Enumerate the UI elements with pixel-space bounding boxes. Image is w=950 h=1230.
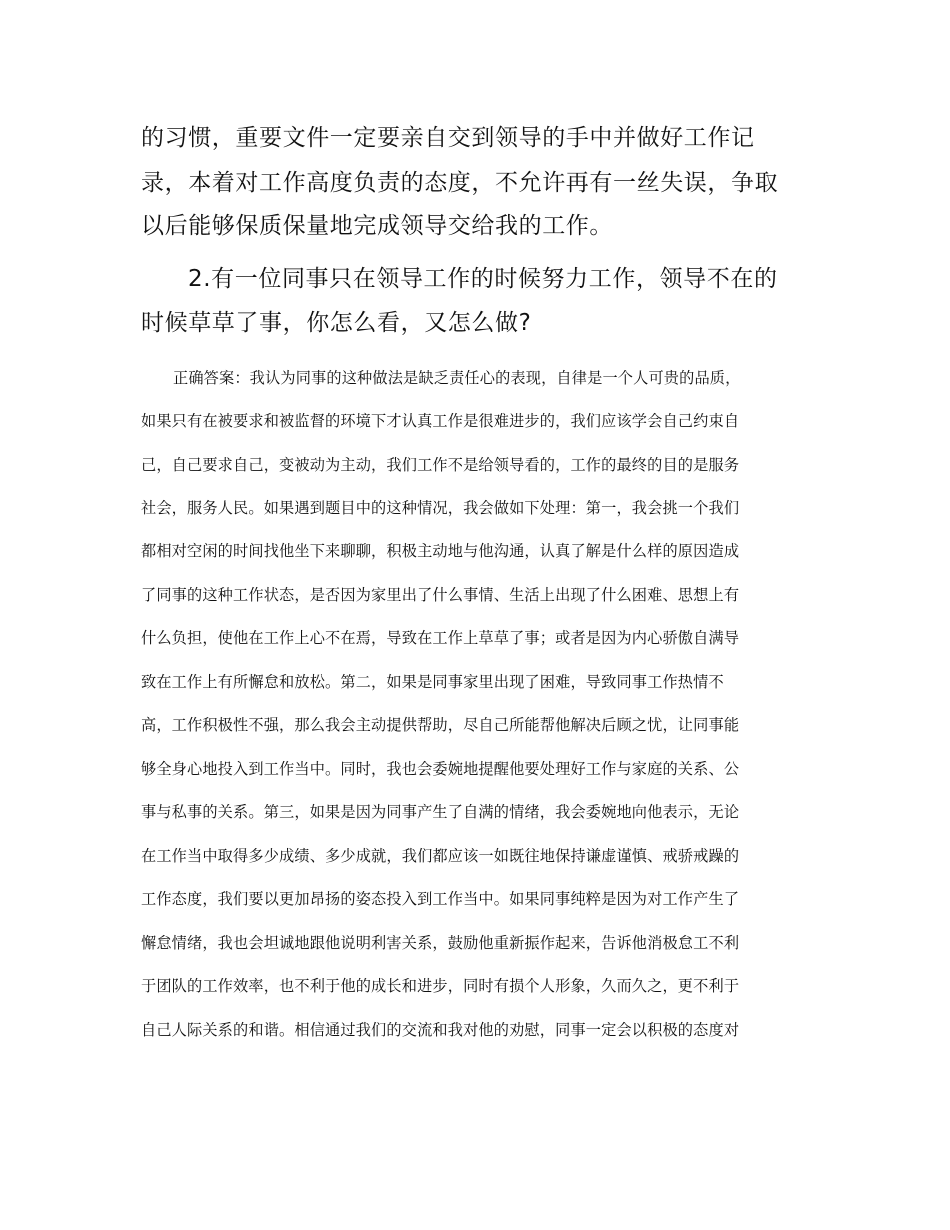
answer-line-11: 事与私事的关系。第三，如果是因为同事产生了自满的情绪，我会委婉地向他表示，无论: [141, 803, 740, 821]
intro-line-3: 以后能够保质保量地完成领导交给我的工作。: [141, 213, 613, 239]
answer-line-1: 正确答案：我认为同事的这种做法是缺乏责任心的表现，自律是一个人可贵的品质，: [173, 369, 741, 387]
answer-line-8: 致在工作上有所懈怠和放松。第二，如果是同事家里出现了困难，导致同事工作热情不: [141, 673, 724, 691]
answer-line-9: 高，工作积极性不强，那么我会主动提供帮助，尽自己所能帮他解决后顾之忧，让同事能: [141, 716, 740, 734]
answer-line-15: 于团队的工作效率，也不利于他的成长和进步，同时有损个人形象，久而久之，更不利于: [141, 977, 740, 995]
answer-line-16: 自己人际关系的和谐。相信通过我们的交流和我对他的劝慰，同事一定会以积极的态度对: [141, 1021, 740, 1039]
intro-line-2: 录，本着对工作高度负责的态度，不允许再有一丝失误，争取: [141, 170, 779, 196]
answer-line-13: 工作态度，我们要以更加昂扬的姿态投入到工作当中。如果同事纯粹是因为对工作产生了: [141, 890, 740, 908]
answer-line-10: 够全身心地投入到工作当中。同时，我也会委婉地提醒他要处理好工作与家庭的关系、公: [141, 760, 740, 778]
answer-line-7: 什么负担，使他在工作上心不在焉，导致在工作上草草了事；或者是因为内心骄傲自满导: [141, 629, 740, 647]
answer-line-14: 懈怠情绪，我也会坦诚地跟他说明利害关系，鼓励他重新振作起来，告诉他消极怠工不利: [141, 934, 740, 952]
intro-line-1: 的习惯，重要文件一定要亲自交到领导的手中并做好工作记: [141, 125, 755, 151]
answer-line-3: 己，自己要求自己，变被动为主动，我们工作不是给领导看的，工作的最终的目的是服务: [141, 456, 740, 474]
answer-line-12: 在工作当中取得多少成绩、多少成就，我们都应该一如既往地保持谦虚谨慎、戒骄戒躁的: [141, 847, 740, 865]
answer-line-4: 社会，服务人民。如果遇到题目中的这种情况，我会做如下处理：第一，我会挑一个我们: [141, 499, 740, 517]
answer-line-5: 都相对空闲的时间找他坐下来聊聊，积极主动地与他沟通，认真了解是什么样的原因造成: [141, 542, 740, 560]
question-line-2: 时候草草了事，你怎么看，又怎么做?: [141, 310, 532, 336]
answer-line-2: 如果只有在被要求和被监督的环境下才认真工作是很难进步的，我们应该学会自己约束自: [141, 412, 740, 430]
question-line-1: 2.有一位同事只在领导工作的时候努力工作，领导不在的: [188, 266, 778, 292]
answer-line-6: 了同事的这种工作状态，是否因为家里出了什么事情、生活上出现了什么困难、思想上有: [141, 586, 740, 604]
